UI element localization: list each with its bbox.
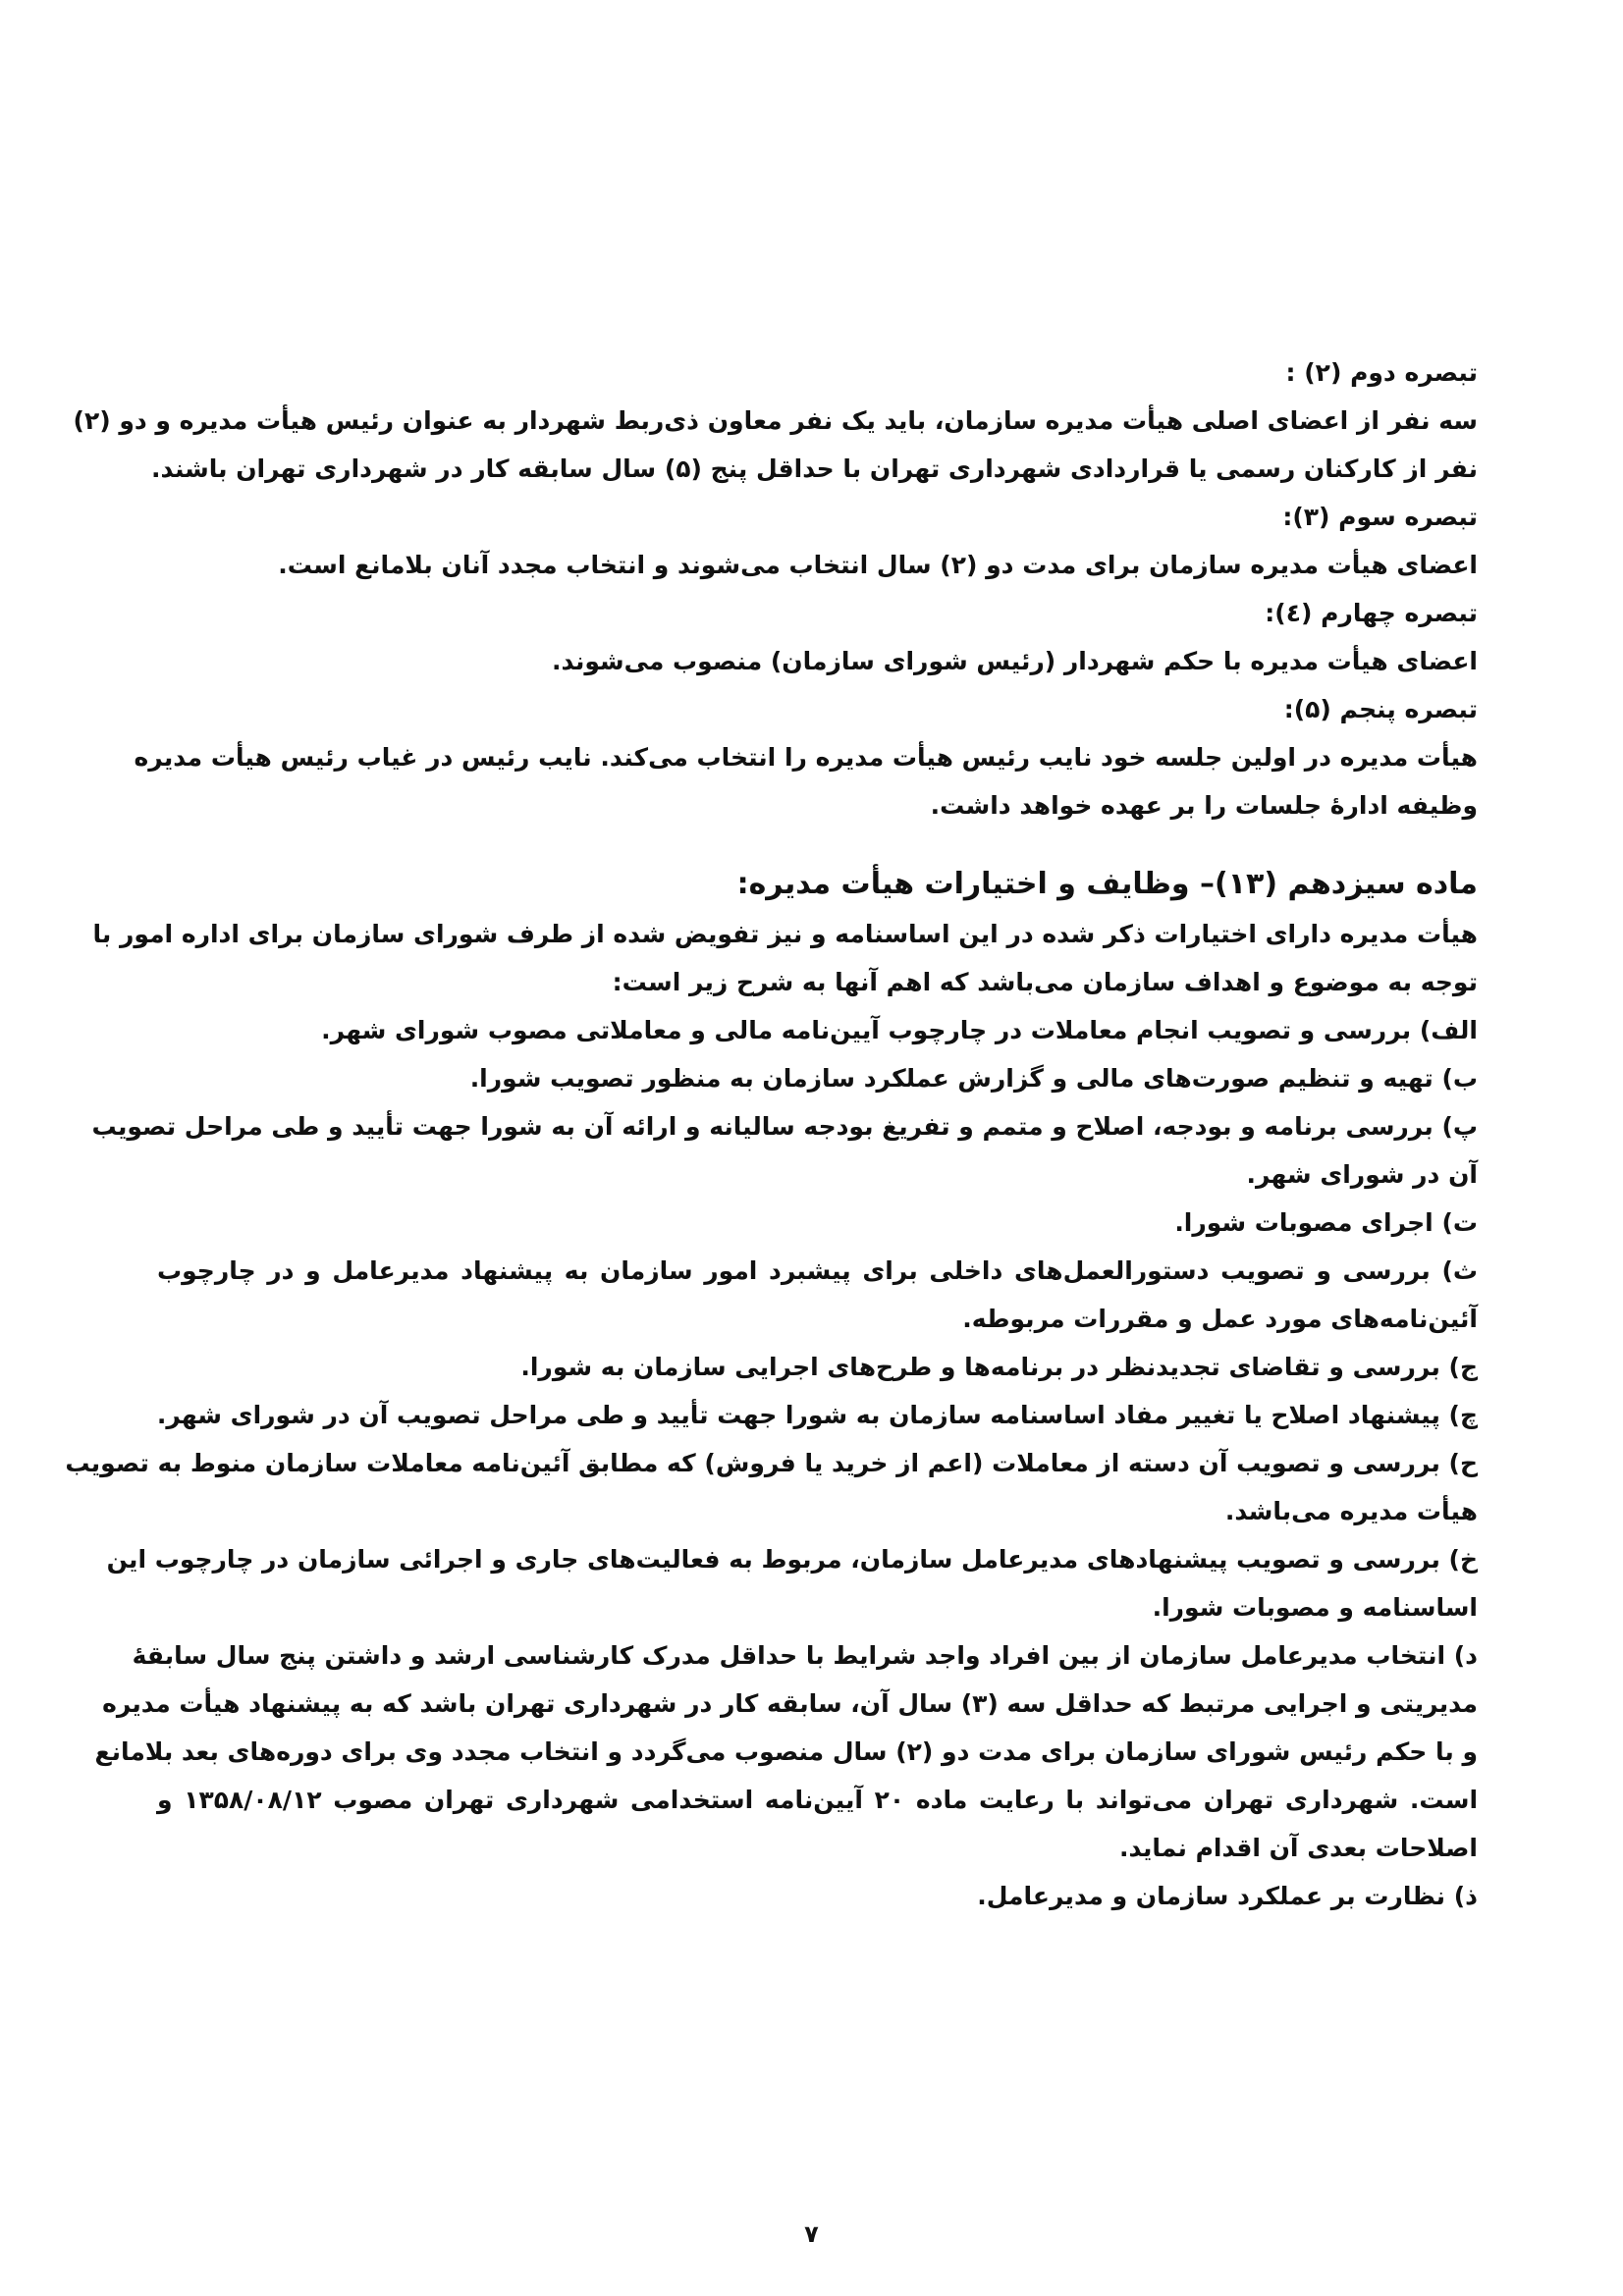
article-13-item-te: ت) اجرای مصوبات شورا. <box>1174 1208 1478 1237</box>
article-13-title: ماده سیزدهم (۱۳)– وظایف و اختیارات هیأت مدیره: <box>736 867 1478 901</box>
article-13-item-khe-1: خ) بررسی و تصویب پیشنهادهای مدیرعامل سازمان، مربوط به فعالیت‌های جاری و اجرائی سازمان در چارچوب این <box>106 1545 1478 1574</box>
article-13-line-1: هیأت مدیره دارای اختیارات ذکر شده در این اساسنامه و نیز تفویض شده از طرف شورای سازمان برای اداره امور با <box>92 920 1478 948</box>
note-5-line-1: هیأت مدیره در اولین جلسه خود نایب رئیس هیأت مدیره را انتخاب می‌کند. نایب رئیس در غیاب رئیس هیأت مدیره <box>134 743 1478 772</box>
article-13-item-se-2: آئین‌نامه‌های مورد عمل و مقررات مربوطه. <box>962 1305 1478 1333</box>
note-3-title: تبصره سوم (۳): <box>1282 503 1478 531</box>
page-number: ۷ <box>804 2220 819 2248</box>
article-13-item-zal: ذ) نظارت بر عملکرد سازمان و مدیرعامل. <box>977 1882 1478 1910</box>
section-spacer <box>157 829 1478 859</box>
article-13-item-alef: الف) بررسی و تصویب انجام معاملات در چارچوب آیین‌نامه مالی و معاملاتی مصوب شورای شهر. <box>321 1016 1478 1044</box>
article-13-item-be: ب) تهیه و تنظیم صورت‌های مالی و گزارش عملکرد سازمان به منظور تصویب شورا. <box>469 1064 1478 1093</box>
note-2-line-1: سه نفر از اعضای اصلی هیأت مدیره سازمان، باید یک نفر معاون ذی‌ربط شهردار به عنوان رئیس هیأت مدیره و دو (۲) <box>73 406 1478 435</box>
article-13-line-2: توجه به موضوع و اهداف سازمان می‌باشد که اهم آنها به شرح زیر است: <box>612 968 1478 996</box>
note-4-title: تبصره چهارم (٤): <box>1265 599 1478 627</box>
article-13-item-khe-2: اساسنامه و مصوبات شورا. <box>1152 1593 1478 1622</box>
document-body <box>65 348 1479 1920</box>
note-4-line-1: اعضای هیأت مدیره با حکم شهردار (رئیس شورای سازمان) منصوب می‌شوند. <box>552 647 1478 675</box>
note-3-line-1: اعضای هیأت مدیره سازمان برای مدت دو (۲) سال انتخاب می‌شوند و انتخاب مجدد آنان بلامانع است. <box>278 551 1478 579</box>
article-13-item-he-1: ح) بررسی و تصویب آن دسته از معاملات (اعم از خرید یا فروش) که مطابق آئین‌نامه معاملات سازمان منوط به تصویب <box>65 1449 1478 1477</box>
article-13-item-che: چ) پیشنهاد اصلاح یا تغییر مفاد اساسنامه سازمان به شورا جهت تأیید و طی مراحل تصویب آن در شورای شهر. <box>156 1401 1478 1429</box>
article-13-item-dal-5: اصلاحات بعدی آن اقدام نماید. <box>1119 1834 1478 1862</box>
article-13-item-dal-3: و با حکم رئیس شورای سازمان برای مدت دو (۲) سال منصوب می‌گردد و انتخاب مجدد وی برای دوره‌های بعد بلامانع <box>94 1737 1478 1766</box>
note-5-title: تبصره پنجم (۵): <box>1283 695 1478 723</box>
article-13-item-dal-4: است. شهرداری تهران می‌تواند با رعایت ماده ۲۰ آیین‌نامه استخدامی شهرداری تهران مصوب ۱۳۵۸/۰۸/۱۲ و <box>157 1786 1479 1814</box>
note-2-line-2: نفر از کارکنان رسمی یا قراردادی شهرداری تهران با حداقل پنج (۵) سال سابقه کار در شهرداری تهران باشند. <box>151 454 1478 483</box>
article-13-item-dal-1: د) انتخاب مدیرعامل سازمان از بین افراد واجد شرایط با حداقل مدرک کارشناسی ارشد و داشتن پنج سال سابقهٔ <box>132 1641 1478 1670</box>
article-13-item-pe-1: پ) بررسی برنامه و بودجه، اصلاح و متمم و تفریغ بودجه سالیانه و ارائه آن به شورا جهت تأیید و طی مراحل تصویب <box>91 1112 1478 1141</box>
note-5-line-2: وظیفه ادارهٔ جلسات را بر عهده خواهد داشت. <box>930 791 1478 820</box>
article-13-item-jim: ج) بررسی و تقاضای تجدیدنظر در برنامه‌ها و طرح‌های اجرایی سازمان به شورا. <box>520 1353 1478 1381</box>
article-13-item-se-1: ث) بررسی و تصویب دستورالعمل‌های داخلی برای پیشبرد امور سازمان به پیشنهاد مدیرعامل و در چارچوب <box>157 1256 1478 1285</box>
note-2-title: تبصره دوم (۲) : <box>1285 358 1478 387</box>
article-13-item-he-2: هیأت مدیره می‌باشد. <box>1224 1497 1478 1525</box>
article-13-item-dal-2: مدیریتی و اجرایی مرتبط که حداقل سه (۳) سال آن، سابقه کار در شهرداری تهران باشد که به پیشنهاد هیأت مدیره <box>102 1689 1478 1718</box>
article-13-item-pe-2: آن در شورای شهر. <box>1246 1160 1478 1189</box>
